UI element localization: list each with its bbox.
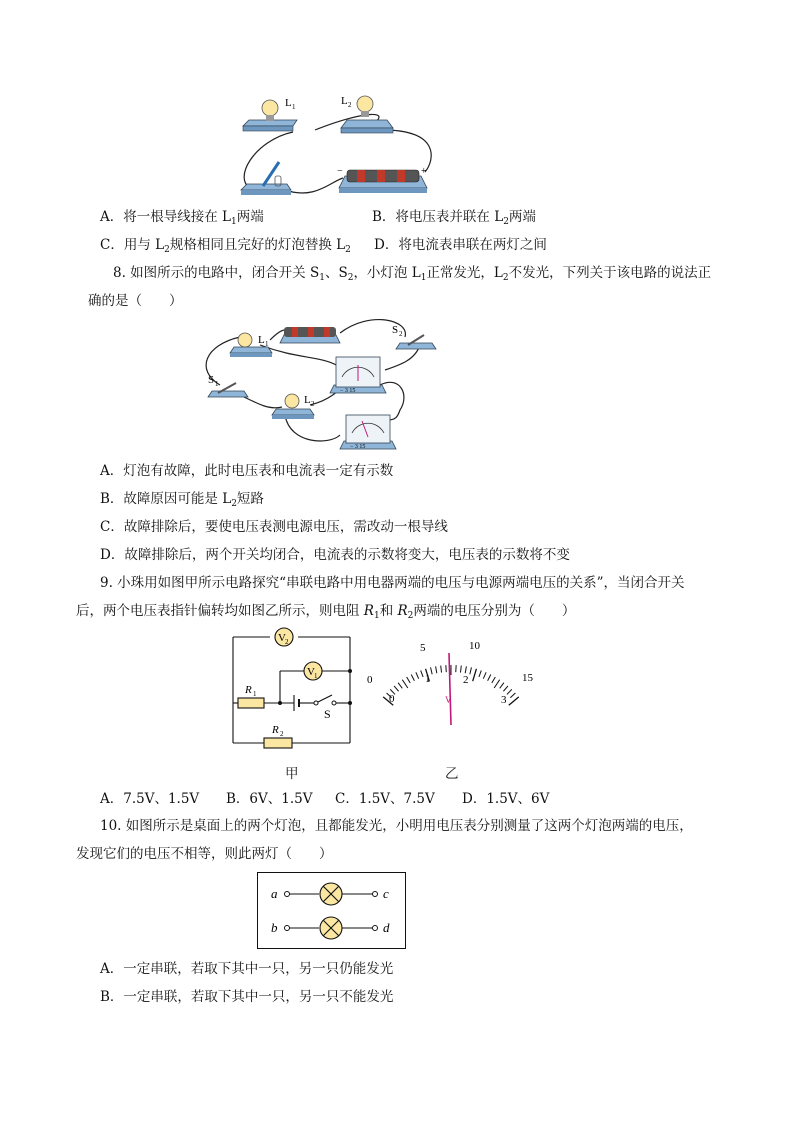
q9-option-c: C．1.5V、7.5V	[335, 791, 435, 807]
q9-label-v2-sub: 2	[285, 638, 289, 646]
q9-label-v1: V	[307, 666, 315, 678]
q8-meter-bottom	[340, 415, 396, 449]
dial-tick	[394, 686, 399, 691]
dial-tick	[436, 666, 437, 673]
q8-option-b: B．故障原因可能是 $L_2$短路	[100, 491, 264, 509]
q9-label-jia: 甲	[285, 766, 299, 782]
dial-tick	[488, 675, 491, 681]
q8-label-s1: S	[208, 374, 215, 386]
dial-top-0: 0	[367, 674, 373, 686]
q7-circuit-figure	[235, 90, 435, 200]
q7-option-d: D．将电流表串联在两灯之间	[374, 237, 547, 253]
q9-option-a: A．7.5V、1.5V	[100, 791, 200, 807]
q8-stem-line1: 8. 如图所示的电路中，闭合开关 $S_1$、$S_2$，小灯泡 $L_1$正常发光，$L_2$不发光，下列关于该电路的说法正	[113, 265, 712, 283]
dial-top-15: 15	[522, 672, 533, 684]
dial-tick	[494, 680, 500, 688]
q8-battery	[280, 327, 340, 343]
q10-option-a: A．一定串联，若取下其中一只，另一只仍能发光	[100, 961, 394, 977]
q7-label-l2: L	[341, 95, 348, 107]
dial-tick	[411, 675, 414, 681]
q9-stem-line1: 9. 小珠用如图甲所示电路探究“串联电路中用电器两端的电压与电源两端电压的关系”，当闭合开关	[100, 575, 685, 591]
resistor-r2-symbol	[264, 738, 292, 748]
dial-bottom-0: 0	[389, 693, 395, 705]
q9-stem-line2: 后，两个电压表指针偏转均如图乙所示，则电阻 $R_1$和 $R_2$两端的电压分别为（ ）	[76, 603, 576, 621]
q9-label-r2: R	[272, 724, 279, 736]
terminal-b-label: b	[271, 920, 278, 935]
dial-tick	[500, 683, 504, 689]
q7-plus: +	[421, 166, 427, 177]
dial-tick	[398, 683, 402, 689]
q8-label-s1-sub: 1	[215, 380, 219, 388]
q10-stem-line1: 10. 如图所示是桌面上的两个灯泡，且都能发光，小明用电压表分别测量了这两个灯泡两端的电压，	[100, 818, 693, 834]
q7-label-l2-sub: 2	[348, 101, 352, 109]
dial-tick	[479, 670, 481, 677]
q8-meter-bottom-terminals: − 3 15	[350, 444, 366, 450]
dial-tick	[510, 693, 515, 698]
dial-top-5: 5	[420, 642, 426, 654]
dial-top-10: 10	[469, 640, 480, 652]
dial-needle	[449, 653, 451, 725]
resistor-r1-symbol	[238, 698, 264, 708]
q9-label-yi: 乙	[445, 766, 459, 782]
q8-label-s2: S	[392, 324, 399, 336]
q9-option-d: D．1.5V、6V	[462, 791, 550, 807]
knife-switch	[241, 162, 291, 195]
q9-label-s: S	[324, 707, 331, 721]
q7-minus: −	[337, 166, 343, 177]
q8-label-l1: L	[258, 334, 265, 346]
q7-label-l1: L	[285, 97, 292, 109]
q8-circuit-figure	[200, 315, 440, 455]
dial-tick	[460, 666, 461, 673]
dial-bottom-1: 1	[425, 673, 431, 685]
dial-tick	[483, 672, 486, 678]
dial-needle-label: V	[445, 695, 452, 705]
terminal-a-label: a	[271, 886, 278, 901]
dial-tick	[503, 686, 508, 691]
q8-stem-line2: 确的是（ ）	[88, 293, 183, 309]
q7-label-l1-sub: 1	[292, 103, 296, 111]
dial-tick	[507, 689, 512, 694]
q7-option-b: B．将电压表并联在 $L_2$两端	[372, 209, 536, 227]
q7-option-c: C．用与 $L_2$规格相同且完好的灯泡替换 $L_2$	[100, 237, 351, 255]
bulb-symbol-bottom	[320, 917, 342, 939]
q7-option-a: A．将一根导线接在 $L_1$两端	[100, 209, 264, 227]
dial-bottom-2: 2	[463, 674, 469, 686]
q10-option-b: B．一定串联，若取下其中一只，另一只不能发光	[100, 989, 394, 1005]
dial-tick	[509, 697, 519, 705]
dial-tick	[441, 666, 442, 673]
dial-tick	[470, 667, 472, 674]
dial-tick	[407, 677, 411, 683]
q9-circuit-jia	[228, 625, 358, 750]
q9-dial-yi	[365, 635, 540, 730]
terminal-c-label: c	[383, 886, 389, 901]
dial-tick	[431, 667, 433, 674]
dial-tick	[473, 669, 477, 681]
dial-tick	[416, 672, 419, 678]
q8-option-c: C．故障排除后，要使电压表测电源电压，需改动一根导线	[100, 519, 448, 535]
bulb-symbol-top	[320, 883, 342, 905]
q9-option-b: B．6V、1.5V	[226, 791, 313, 807]
q10-two-bulbs-figure	[257, 872, 407, 950]
battery-pack	[339, 170, 427, 193]
q8-option-a: A．灯泡有故障，此时电压表和电流表一定有示数	[100, 463, 394, 479]
dial-tick	[402, 680, 408, 688]
dial-bottom-3: 3	[501, 694, 507, 706]
q8-label-s2-sub: 2	[399, 330, 403, 338]
terminal-d-label: d	[383, 920, 390, 935]
q8-label-l1-sub: 1	[265, 340, 269, 348]
q9-label-r2-sub: 2	[280, 730, 284, 738]
dial-tick	[492, 677, 496, 683]
q8-label-l2: L	[304, 394, 311, 406]
q10-stem-line2: 发现它们的电压不相等，则此两灯（ ）	[76, 846, 333, 862]
q8-label-l2-sub: 2	[311, 400, 315, 408]
dial-tick	[465, 666, 466, 673]
q9-label-v2: V	[278, 632, 286, 644]
q8-meter-top	[330, 357, 386, 393]
q8-option-d: D．故障排除后，两个开关均闭合，电流表的示数将变大，电压表的示数将不变	[100, 547, 570, 563]
dial-tick	[421, 670, 423, 677]
q8-meter-top-terminals: − 3 15	[340, 388, 356, 394]
q9-label-v1-sub: 1	[314, 672, 318, 680]
q9-label-r1: R	[245, 684, 252, 696]
q9-label-r1-sub: 1	[253, 690, 257, 698]
